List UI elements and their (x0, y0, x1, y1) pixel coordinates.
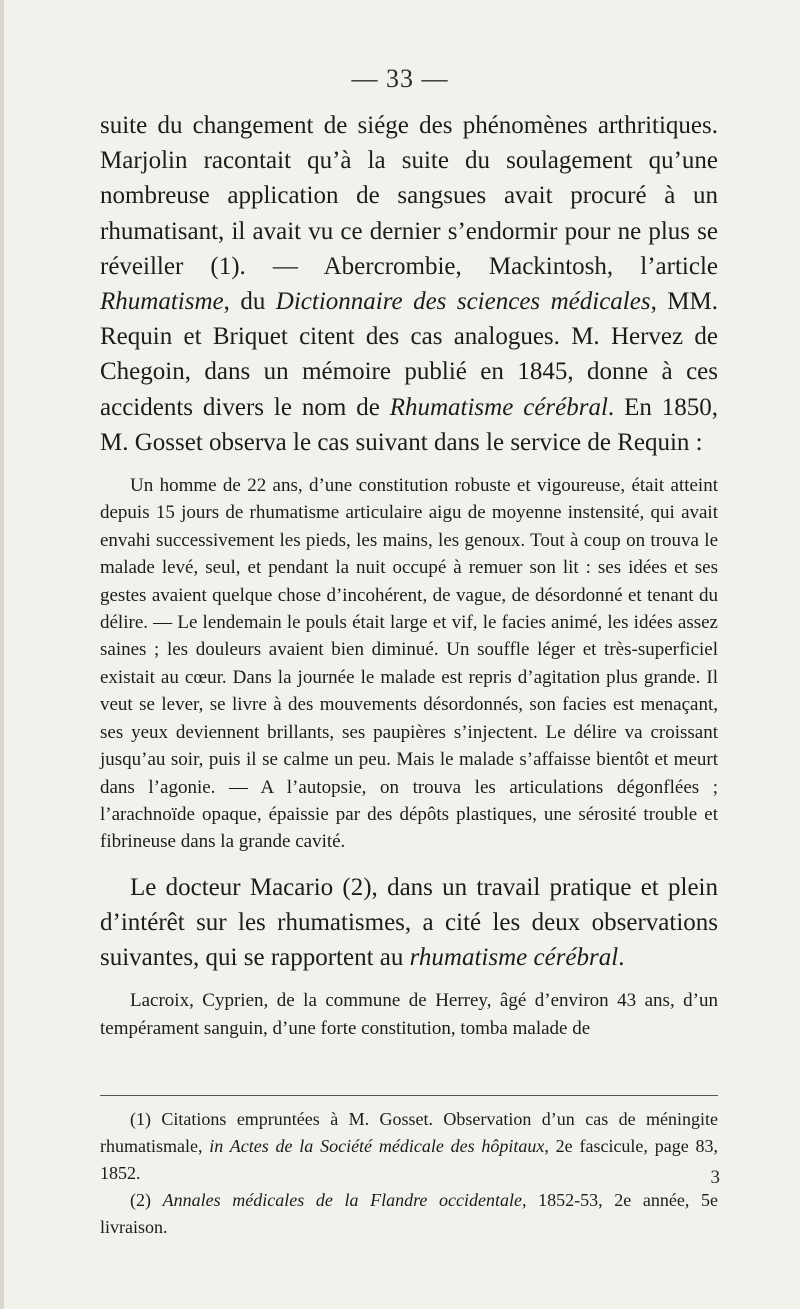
p2-seg-1: rhumatisme cérébral (409, 944, 619, 972)
p1-seg-5: , MM. Requin et Briquet citent des cas analogues. M. Hervez de Chegoin, dans un mémoire publié en 1845, donne à ces accidents divers le nom de (100, 288, 718, 421)
p2-seg-2: . (618, 944, 625, 972)
p2-seg-0: Le docteur Macario (2), dans un travail pratique et plein d’intérêt sur les rhumatismes, a cité les deux observations suivantes, qui se rapportent au (100, 873, 718, 972)
p1-seg-2: Rhumatisme (100, 288, 224, 316)
page-edge-shadow (0, 0, 4, 1309)
note2-seg-0: (2) (130, 1190, 163, 1210)
p1-seg-1: Marjolin racontait qu’à la suite du soulagement qu’une nombreuse application de sangsues avait procuré à un rhumatisant, il avait vu ce dernier s’endormir pour ne plus se réveiller (1). — Abercrombie, Mackintosh, l’article (100, 147, 718, 280)
footnote-rule (100, 1095, 718, 1096)
note1-seg-1: in Actes de la Société médicale des hôpitaux (209, 1136, 545, 1156)
running-head: — 33 — (351, 64, 449, 93)
p1-seg-7: . En 1850, M. Gosset observa le cas suivant dans le service de Requin : (100, 393, 719, 456)
note2-seg-1: Annales médicales de la Flandre occidentale (162, 1190, 523, 1210)
note1-seg-0: (1) Citations empruntées à M. Gosset. Observation d’un cas de méningite rhumatismale, (100, 1109, 718, 1156)
note1-seg-2: , 2e fascicule, page 83, 1852. (100, 1136, 718, 1183)
footnotes (100, 1106, 718, 1241)
observation-1: Un homme de 22 ans, d’une constitution robuste et vigoureuse, était atteint depuis 15 jours de rhumatisme articulaire aigu de moyenne instensité, qui avait envahi successivement les pieds, les mains, les genoux. Tout à coup on trouva le malade levé, seul, et pendant la nuit occupé à remuer son lit : ses idées et ses gestes avaient quelque chose d’incohérent, de vague, de désordonné et tenant du délire. — Le lendemain le pouls était large et vif, le facies animé, les idées assez saines ; les douleurs avaient bien diminué. Un souffle léger et très-superficiel existait au cœur. Dans la journée le malade est repris d’agitation plus grande. Il veut se lever, se livre à des mouvements désordonnés, son facies est menaçant, ses yeux deviennent brillants, ses paupières s’injectent. Le délire va croissant jusqu’au soir, puis il se calme un peu. Mais le malade s’affaisse bientôt et meurt dans l’agonie. — A l’autopsie, on trouva les articulations dégonflées ; l’arachnoïde opaque, épaissie par des dépôts plastiques, une sérosité trouble et fibrineuse dans la grande cavité. (100, 475, 718, 853)
observation-2: Lacroix, Cyprien, de la commune de Herrey, âgé d’environ 43 ans, d’un tempérament sanguin, d’une forte constitution, tomba malade de (100, 990, 718, 1039)
p1-seg-3: , du (223, 288, 276, 316)
p1-seg-6: Rhumatisme cérébral (389, 393, 608, 421)
note2-seg-2: , 1852-53, 2e année, 5e livraison. (100, 1190, 718, 1237)
footnote-1 (100, 1106, 718, 1187)
main-text (100, 108, 718, 1042)
p1-seg-0: suite du changement de siége des phénomènes arthritiques. (100, 112, 718, 139)
paragraph-1 (100, 108, 718, 460)
signature-mark: 3 (710, 1167, 720, 1188)
paragraph-2 (100, 870, 718, 976)
footnote-2 (100, 1187, 718, 1241)
p1-seg-4: Dictionnaire des sciences médicales (275, 288, 651, 316)
